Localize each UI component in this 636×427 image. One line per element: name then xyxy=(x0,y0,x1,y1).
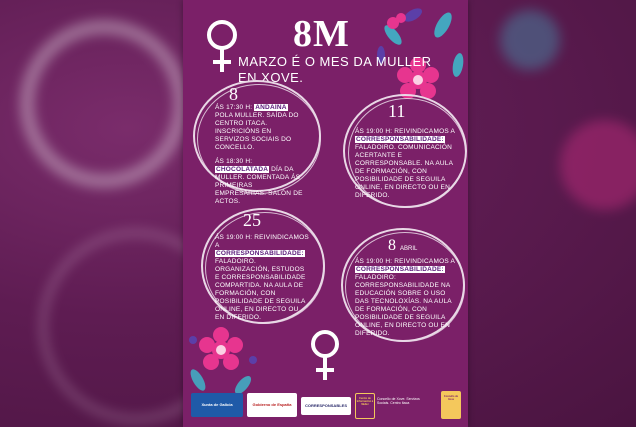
event-highlight: CORRESPONSABILIDADE: xyxy=(356,266,444,273)
poster xyxy=(183,0,468,427)
organizer-text: Concello de Xove. Servizos Sociais. Centro Itaca xyxy=(377,397,420,405)
event-line-pre: ÁS 17:30 H: xyxy=(215,104,255,111)
event-date: 25 xyxy=(243,210,261,230)
logo-gobierno xyxy=(247,393,297,417)
logo-concello xyxy=(441,391,461,419)
poster-title: 8M xyxy=(293,13,350,55)
event-text xyxy=(215,234,309,322)
poster-subtitle: MARZO É O MES DA MULLER EN XOVE. xyxy=(238,54,432,85)
event-text xyxy=(355,128,455,200)
logo-label: CORRESPONSABLES xyxy=(304,403,347,408)
logo-corresponsables xyxy=(301,397,351,415)
footer-logos xyxy=(183,385,468,427)
event-line-post: FALADOIRO. ORGANIZACIÓN, ESTUDOS E CORRESPONSABILIDADE COMPARTIDA. NA AULA DE FORMACIÓN, CON POSIBILIDADE DE SEGUILA ONLINE, EN DIRECTO OU EN DIFERIDO. xyxy=(215,258,306,321)
logo-xunta xyxy=(191,393,243,417)
event-highlight: ANDAINA xyxy=(255,104,287,111)
event-text xyxy=(215,104,305,206)
event-line-pre: ÁS 19:00 H: REIVINDICAMOS A xyxy=(355,258,455,265)
logo-label: Centro de Información á Muller xyxy=(356,397,374,406)
event-line-post: POLA MULLER. SAÍDA DO CENTRO ITACA. INSCRICIÓNS EN SERVIZOS SOCIAIS DO CONCELLO. xyxy=(215,112,299,151)
leaf-icon xyxy=(500,10,560,70)
event-line-post: DÍA DA MULLER. COMENTADA ÁS PRIMEIRAS EMPRESARIAS. SALÓN DE ACTOS. xyxy=(215,166,303,205)
event-date-number: 8 xyxy=(388,237,396,254)
event-line-pre: ÁS 18:30 H: xyxy=(215,158,253,165)
venus-symbol-icon xyxy=(203,18,241,76)
venus-symbol-icon xyxy=(307,328,343,384)
logo-label: Xunta de Galicia xyxy=(201,402,233,407)
venus-symbol-icon xyxy=(20,20,188,188)
event-date: 11 xyxy=(388,101,406,121)
logo-cim xyxy=(355,393,375,419)
event-date xyxy=(388,237,417,255)
logo-label: Gobierno de España xyxy=(252,402,292,407)
event-highlight: CORRESPONSABILIDADE: xyxy=(356,136,444,143)
event-highlight: CHOCOLATADA xyxy=(216,166,269,173)
event-date: 8 xyxy=(229,84,238,104)
event-line-pre: ÁS 19:00 H: REIVINDICAMOS A xyxy=(215,234,309,249)
flower-icon xyxy=(560,120,636,210)
logo-label: Concello de Xove xyxy=(443,395,459,401)
event-text xyxy=(355,258,455,338)
event-line-post: FALADOIRO. COMUNICACIÓN ACERTANTE E CORRESPONSABLE. NA AULA DE FORMACIÓN, CON POSIBILIDADE DE SEGUILA ONLINE, EN DIRECTO OU EN DIFERIDO. xyxy=(355,144,453,199)
event-line-pre: ÁS 19:00 H: REIVINDICAMOS A xyxy=(355,128,455,135)
event-date-month: ABRIL xyxy=(400,246,418,252)
event-line-post: FALADOIRO: CORRESPONSABILIDADE NA EDUCACIÓN SOBRE O USO DAS TECNOLOXÍAS. NA AULA DE FORMACIÓN, CON POSIBILIDADE DE SEGUILA ONLINE, EN DIRECTO OU EN DIFERIDO. xyxy=(355,274,452,337)
event-highlight: CORRESPONSABILIDADE: xyxy=(216,250,304,257)
